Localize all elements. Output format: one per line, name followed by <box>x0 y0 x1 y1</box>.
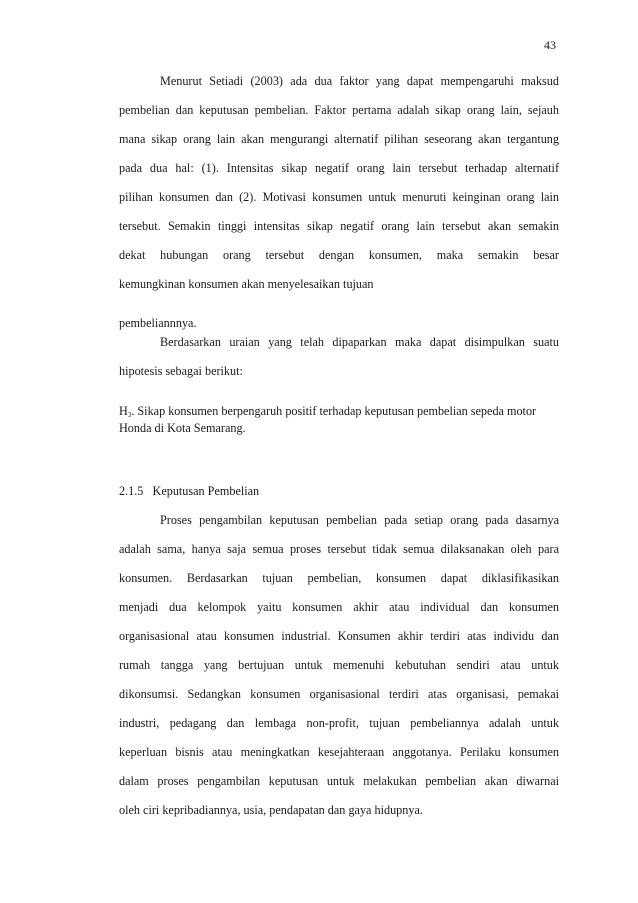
paragraph-line: tersebut. Semakin tinggi intensitas sikap negatif orang lain tersebut akan semakin <box>119 219 559 233</box>
section-heading: 2.1.5 Keputusan Pembelian <box>119 484 260 498</box>
paragraph-line: adalah sama, hanya saja semua proses tersebut tidak semua dilaksanakan oleh para <box>119 542 559 556</box>
paragraph-line: konsumen. Berdasarkan tujuan pembelian, konsumen dapat diklasifikasikan <box>119 571 559 585</box>
paragraph-line: mana sikap orang lain akan mengurangi alternatif pilihan seseorang akan tergantung <box>119 132 559 146</box>
paragraph-line: dalam proses pengambilan keputusan untuk melakukan pembelian akan diwarnai <box>119 774 559 788</box>
paragraph-line: pembelian dan keputusan pembelian. Faktor pertama adalah sikap orang lain, sejauh <box>119 103 559 117</box>
paragraph-line: Berdasarkan uraian yang telah dipaparkan maka dapat disimpulkan suatu <box>160 335 559 349</box>
hypothesis-label-subscript: 3 <box>127 411 132 419</box>
hypothesis-line: Honda di Kota Semarang. <box>119 421 246 435</box>
paragraph-line: oleh ciri kepribadiannya, usia, pendapatan dan gaya hidupnya. <box>119 803 423 817</box>
paragraph-line: pada dua hal: (1). Intensitas sikap negatif orang lain tersebut terhadap alternatif <box>119 161 559 175</box>
page-number: 43 <box>544 38 556 52</box>
paragraph-line: Menurut Setiadi (2003) ada dua faktor yang dapat mempengaruhi maksud <box>160 74 559 88</box>
hypothesis-text: Sikap konsumen berpengaruh positif terhadap keputusan pembelian sepeda motor <box>134 404 537 418</box>
paragraph-line: industri, pedagang dan lembaga non-profit, tujuan pembeliannya adalah untuk <box>119 716 559 730</box>
paragraph-line: hipotesis sebagai berikut: <box>119 364 243 378</box>
paragraph-line: dekat hubungan orang tersebut dengan konsumen, maka semakin besar <box>119 248 559 262</box>
paragraph-line: dikonsumsi. Sedangkan konsumen organisasional terdiri atas organisasi, pemakai <box>119 687 559 701</box>
paragraph-line: pembeliannnya. <box>119 316 197 330</box>
hypothesis-label-dot: . <box>131 404 135 418</box>
paragraph-line: keperluan bisnis atau meningkatkan kesejahteraan anggotanya. Perilaku konsumen <box>119 745 559 759</box>
paragraph-line: organisasional atau konsumen industrial. Konsumen akhir terdiri atas individu dan <box>119 629 559 643</box>
hypothesis-label: H <box>119 404 128 418</box>
paragraph-line: rumah tangga yang bertujuan untuk memenuhi kebutuhan sendiri atau untuk <box>119 658 559 672</box>
paragraph-line: pilihan konsumen dan (2). Motivasi konsumen untuk menuruti keinginan orang lain <box>119 190 559 204</box>
paragraph-line: Proses pengambilan keputusan pembelian pada setiap orang pada dasarnya <box>160 513 559 527</box>
paragraph-line: kemungkinan konsumen akan menyelesaikan tujuan <box>119 277 374 291</box>
paragraph-line: menjadi dua kelompok yaitu konsumen akhir atau individual dan konsumen <box>119 600 559 614</box>
